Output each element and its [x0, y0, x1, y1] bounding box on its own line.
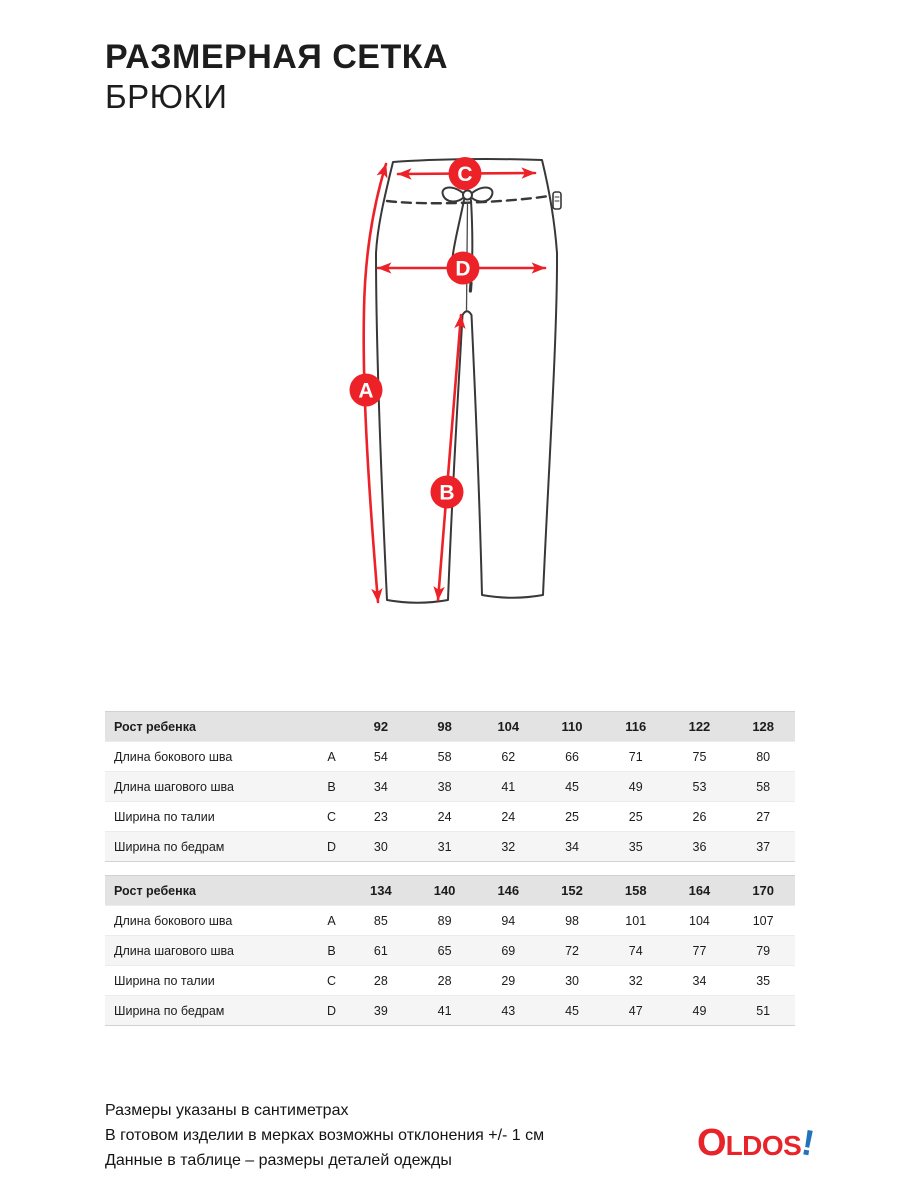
logo-exclamation: !	[798, 1121, 818, 1164]
oldos-logo	[697, 1121, 818, 1170]
table-row	[105, 906, 795, 936]
table-row	[105, 996, 795, 1025]
measure-b-label: B	[439, 481, 455, 505]
measure-c-label: C	[457, 163, 473, 186]
table-row	[105, 966, 795, 996]
measurement-label: Длина бокового шва	[114, 749, 233, 764]
measurement-label: Ширина по бедрам	[114, 839, 225, 854]
measure-d-badge	[447, 252, 480, 285]
measurement-value: 27	[756, 809, 771, 824]
measurement-value: 69	[501, 943, 516, 958]
table-row	[105, 936, 795, 966]
measurement-value: 41	[437, 1003, 452, 1018]
measure-a-badge	[350, 374, 383, 407]
page-title-main: РАЗМЕРНАЯ СЕТКА	[105, 38, 449, 76]
table-row	[105, 832, 795, 861]
table-row	[105, 802, 795, 832]
measurement-value: 43	[501, 1003, 516, 1018]
measurement-label: Длина бокового шва	[114, 913, 233, 928]
size-header-cell: 146	[497, 883, 520, 898]
measurement-label: Ширина по талии	[114, 973, 215, 988]
measurement-value: 71	[628, 749, 643, 764]
measurement-value: 39	[373, 1003, 388, 1018]
measurement-letter: D	[326, 1003, 337, 1018]
size-header-cell: 170	[752, 883, 775, 898]
measurement-letter: B	[327, 943, 336, 958]
measurement-value: 49	[692, 1003, 707, 1018]
size-tables	[105, 711, 795, 1039]
measurement-value: 24	[437, 809, 452, 824]
measurement-value: 35	[628, 839, 643, 854]
table-header-row	[105, 876, 795, 906]
measurement-letter: A	[327, 749, 336, 764]
measurement-value: 41	[501, 779, 516, 794]
measurement-value: 107	[752, 913, 774, 928]
measurement-value: 23	[373, 809, 388, 824]
measurement-value: 58	[756, 779, 771, 794]
measurement-value: 62	[501, 749, 516, 764]
table-header-row	[105, 712, 795, 742]
size-header-cell: 158	[624, 883, 647, 898]
measurement-label: Длина шагового шва	[114, 943, 234, 958]
measure-a-label: A	[358, 379, 374, 403]
measurement-value: 28	[373, 973, 388, 988]
measurement-value: 94	[501, 913, 516, 928]
measurement-value: 37	[756, 839, 771, 854]
size-header-cell: 92	[373, 719, 389, 734]
footer-note: В готовом изделии в мерках возможны отклонения +/- 1 см	[105, 1127, 545, 1144]
measurement-value: 30	[373, 839, 388, 854]
measurement-value: 53	[692, 779, 707, 794]
measurement-value: 49	[628, 779, 643, 794]
header-label: Рост ребенка	[114, 883, 196, 898]
measurement-value: 38	[437, 779, 452, 794]
measurement-value: 85	[373, 913, 388, 928]
measurement-value: 74	[628, 943, 643, 958]
size-header-cell: 152	[561, 883, 583, 898]
page-title	[105, 38, 448, 116]
measure-d-label: D	[455, 257, 471, 281]
measurement-value: 47	[628, 1003, 643, 1018]
measurement-letter: C	[326, 973, 337, 988]
size-header-cell: 110	[561, 719, 583, 734]
size-header-cell: 104	[497, 719, 520, 734]
measurement-letter: A	[327, 913, 336, 928]
measurement-value: 65	[437, 943, 452, 958]
trousers-measurement-diagram	[335, 145, 615, 625]
size-header-cell: 164	[688, 883, 711, 898]
size-header-cell: 122	[688, 719, 711, 734]
measurement-value: 101	[625, 913, 647, 928]
footer-note: Данные в таблице – размеры деталей одежды	[105, 1152, 452, 1169]
measurement-value: 29	[501, 973, 516, 988]
measurement-value: 30	[565, 973, 579, 988]
measurement-value: 34	[692, 973, 707, 988]
measurement-label: Длина шагового шва	[114, 779, 234, 794]
measurement-letter: B	[327, 779, 336, 794]
size-header-cell: 134	[370, 883, 392, 898]
measurement-value: 32	[501, 839, 516, 854]
table-row	[105, 772, 795, 802]
measurement-value: 31	[437, 839, 452, 854]
size-header-cell: 128	[752, 719, 775, 734]
side-tag	[553, 192, 561, 209]
measurement-value: 28	[437, 973, 452, 988]
measurement-label: Ширина по бедрам	[114, 1003, 225, 1018]
measurement-value: 77	[692, 943, 707, 958]
measurement-letter: C	[326, 809, 337, 824]
measurement-value: 61	[373, 943, 388, 958]
measurement-value: 80	[756, 749, 771, 764]
measurement-value: 58	[437, 749, 452, 764]
measurement-value: 79	[756, 943, 771, 958]
measurement-value: 35	[756, 973, 771, 988]
page-title-sub: БРЮКИ	[105, 78, 228, 115]
measurement-value: 54	[373, 749, 388, 764]
table-row	[105, 742, 795, 772]
measurement-value: 32	[628, 973, 643, 988]
size-header-cell: 140	[433, 883, 456, 898]
measurement-label: Ширина по талии	[114, 809, 215, 824]
measurement-value: 26	[692, 809, 707, 824]
trousers-outline	[376, 159, 557, 603]
measurement-value: 98	[565, 913, 579, 928]
measurement-value: 75	[692, 749, 707, 764]
measurement-value: 45	[565, 1003, 579, 1018]
logo-rest: LDOS	[725, 1130, 802, 1161]
size-header-cell: 98	[437, 719, 452, 734]
measurement-value: 34	[565, 839, 579, 854]
measurement-value: 34	[373, 779, 388, 794]
measurement-letter: D	[326, 839, 337, 854]
size-header-cell: 116	[625, 719, 647, 734]
measurement-value: 89	[437, 913, 452, 928]
logo-initial: O	[697, 1122, 726, 1164]
measurement-value: 72	[565, 943, 579, 958]
measurement-value: 25	[628, 809, 643, 824]
measurement-value: 36	[692, 839, 707, 854]
measurement-value: 24	[501, 809, 516, 824]
measure-b-badge	[431, 476, 464, 509]
size-table	[105, 875, 795, 1026]
measurement-value: 45	[565, 779, 579, 794]
header-label: Рост ребенка	[114, 719, 196, 734]
measurement-value: 51	[756, 1003, 771, 1018]
footer-notes	[105, 1098, 544, 1173]
measurement-value: 66	[565, 749, 579, 764]
measurement-value: 25	[565, 809, 579, 824]
size-table	[105, 711, 795, 862]
measurement-value: 104	[689, 913, 710, 928]
footer-note: Размеры указаны в сантиметрах	[105, 1102, 349, 1119]
measure-c-badge	[449, 157, 482, 190]
